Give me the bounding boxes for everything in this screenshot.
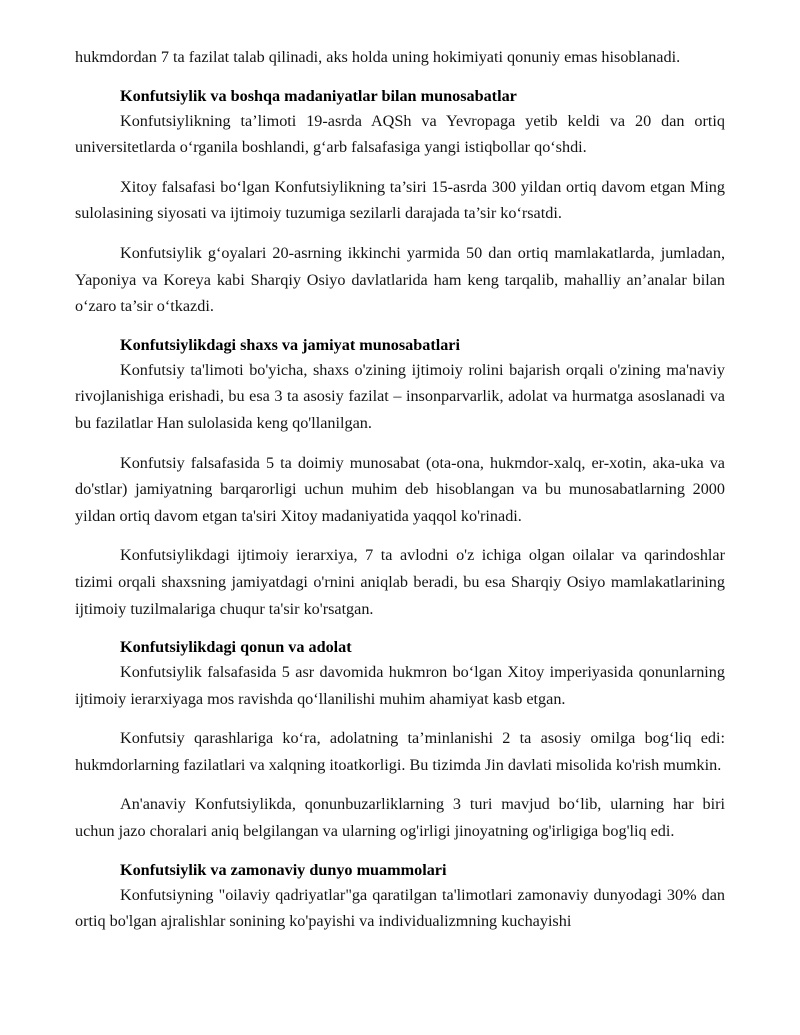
paragraph: Konfutsiyning "oilaviy qadriyatlar"ga qaratilgan ta'limotlari zamonaviy dunyodagi 30% dan ortiq bo'lgan ajralishlar sonining ko'payishi va individualizmning kuchayishi (75, 885, 725, 931)
paragraph: Konfutsiy ta'limoti bo'yicha, shaxs o'zining ijtimoiy rolini bajarish orqali o'zining ma'naviy rivojlanishiga erishadi, bu esa 3 ta asosiy fazilat – insonparvarlik, adolat va hurmatga asoslanadi va bu fazilatlar Han sulolasida keng qo'llanilgan. (75, 360, 725, 432)
section-modern-problems (75, 858, 725, 935)
section-heading: Konfutsiylik va zamonaviy dunyo muammolari (120, 860, 447, 879)
paragraph: Xitoy falsafasi bo‘lgan Konfutsiylikning ta’siri 15-asrda 300 yildan ortiq davom etgan Ming sulolasining siyosati va ijtimoiy tuzumiga sezilarli darajada ta’sir ko‘rsatdi. (75, 177, 725, 223)
paragraph: An'anaviy Konfutsiylikda, qonunbuzarliklarning 3 turi mavjud bo‘lib, ularning har biri uchun jazo choralari aniq belgilangan va ularning og'irligi jinoyatning og'irligiga bog'liq edi. (75, 795, 725, 841)
intro-paragraph: hukmdordan 7 ta fazilat talab qilinadi, aks holda uning hokimiyati qonuniy emas hisoblanadi. (75, 48, 681, 66)
section-heading: Konfutsiylikdagi qonun va adolat (120, 638, 352, 657)
paragraph: Konfutsiylikdagi ijtimoiy ierarxiya, 7 ta avlodni o'z ichiga olgan oilalar va qarindoshlar tizimi orqali shaxsning jamiyatdagi o'rnini aniqlab beradi, bu esa Sharqiy Osiyo mamlakatlarining ijtimoiy tuzilmalariga chuqur ta'sir ko'rsatgan. (75, 546, 725, 618)
paragraph: Konfutsiylik falsafasida 5 asr davomida hukmron bo‘lgan Xitoy imperiyasida qonunlarning ijtimoiy ierarxiyaga mos ravishda qo‘llanilishi muhim ahamiyat kasb etgan. (75, 663, 725, 708)
paragraph: Konfutsiy falsafasida 5 ta doimiy munosabat (ota-ona, hukmdor-xalq, er-xotin, aka-uka va do'stlar) jamiyatning barqarorligi uchun muhim deb hisoblangan va bu munosabatlarning 2000 yildan ortiq davom etgan ta'siri Xitoy madaniyatida yaqqol ko'rinadi. (75, 453, 725, 525)
section-person-society (75, 333, 725, 622)
section-culture-relations (75, 84, 725, 320)
section-law-justice (75, 635, 725, 845)
section-heading: Konfutsiylikdagi shaxs va jamiyat munosabatlari (120, 335, 460, 354)
paragraph: Konfutsiylikning ta’limoti 19-asrda AQSh va Yevropaga yetib keldi va 20 dan ortiq universitetlarda o‘rganila boshlandi, g‘arb falsafasiga yangi istiqbollar qo‘shdi. (75, 111, 725, 157)
paragraph: Konfutsiy qarashlariga ko‘ra, adolatning ta’minlanishi 2 ta asosiy omilga bog‘liq edi: hukmdorlarning fazilatlari va xalqning itoatkorligi. Bu tizimda Jin davlati misolida ko'rish mumkin. (75, 729, 725, 774)
section-heading: Konfutsiylik va boshqa madaniyatlar bilan munosabatlar (120, 86, 517, 105)
paragraph: Konfutsiylik g‘oyalari 20-asrning ikkinchi yarmida 50 dan ortiq mamlakatlarda, jumladan, Yaponiya va Koreya kabi Sharqiy Osiyo davlatlarida ham keng tarqalib, mahalliy an’analar bilan o‘zaro ta’sir o‘tkazdi. (75, 243, 725, 316)
document-page (75, 44, 725, 948)
